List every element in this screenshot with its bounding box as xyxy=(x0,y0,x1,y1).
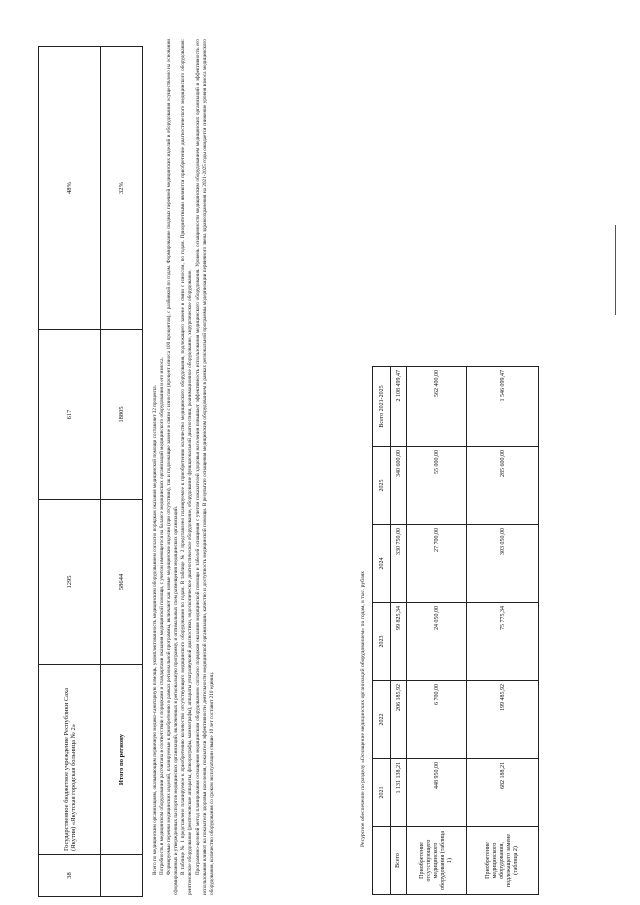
total-value-1: 58644 xyxy=(101,500,143,665)
table-cell: 75 775,34 xyxy=(467,603,539,681)
header-cell: 2025 xyxy=(373,447,391,525)
row-label: Приобретение отсутствующего медицинского оборудования (таблица 1) xyxy=(407,827,467,895)
table-caption: Ресурсное обеспечение по разделу «Оснащение медицинских организаций оборудованием» по годам, в тыс. рублях xyxy=(360,571,366,847)
body-text xyxy=(152,39,216,895)
table-cell: 448 950,00 xyxy=(407,759,467,827)
table-cell: 55 000,00 xyxy=(407,447,467,525)
medical-organizations-table xyxy=(38,46,143,897)
divider-line xyxy=(615,225,616,315)
row-label: Приобретение медицинского оборудования, подлежащего замене (таблица 2) xyxy=(467,827,539,895)
header-cell: 2022 xyxy=(373,681,391,759)
table-cell: 285 600,00 xyxy=(467,447,539,525)
header-cell: Всего 2021-2025 xyxy=(373,367,391,447)
row-value-2: 617 xyxy=(39,330,101,500)
resource-table xyxy=(372,366,539,895)
table-cell: 303 050,00 xyxy=(467,525,539,603)
table-cell: 1 546 099,47 xyxy=(467,367,539,447)
table-cell: 330 750,00 xyxy=(391,525,407,603)
institution-name: Государственное бюджетное учреждение Республики Саха (Якутия) «Якутская городская больница № 2» xyxy=(39,665,101,855)
total-label: Итого по региону xyxy=(101,665,143,855)
total-row xyxy=(101,47,143,897)
empty-cell xyxy=(101,855,143,897)
row-number: 38 xyxy=(39,855,101,897)
paragraph: В таблице № 1 представлено планируемое к приобретению количество отсутствующего медицинского оборудования по годам. В таблице № 2 представлено планируемое к приобретению количество медицинского оборудования, подлежащего замене в связи с износом, по годам. Приоритетными являются приобретение диагностического медицинского оборудования: рентгеновское оборудование (рентгеновские аппараты, флюорографы, маммографы), аппараты ультразвуковой диагностики, эндоскопическое диагностическое оборудование, оборудование функциональной диагностики, реанимационное оборудование, хирургическое оборудование. xyxy=(180,39,194,895)
paragraph: Программно-целевой метод планирования оснащения медицинским оборудованием согласно порядкам оказания медицинской помощи и табелей оснащения с учетом показателей здоровья населения повышает эффективность использования медицинского оборудования. Уровень оснащенности медицинским оборудованием медицинских организаций и эффективность его использования влияют на показатели здоровья населения, показатели эффективности деятельности медицинской организации, качество и доступность медицинской помощи. В результате оснащения медицинским оборудованием в рамках региональной программы модернизации первичного звена здравоохранения на 2021-2025 годы ожидается снижение уровня износа медицинского оборудования, количество оборудования со сроком эксплуатации свыше 10 лет составит 210 единиц. xyxy=(194,39,215,895)
header-cell: 2023 xyxy=(373,603,391,681)
table-cell: 6 700,00 xyxy=(407,681,467,759)
table-row xyxy=(39,47,101,897)
total-value-2: 18805 xyxy=(101,330,143,500)
table-row xyxy=(407,367,467,895)
header-cell xyxy=(373,827,391,895)
table-cell: 340 600,00 xyxy=(391,447,407,525)
table-cell: 24 050,00 xyxy=(407,603,467,681)
table-cell: 99 825,34 xyxy=(391,603,407,681)
table-row xyxy=(391,367,407,895)
table-cell: 206 185,92 xyxy=(391,681,407,759)
table-row xyxy=(467,367,539,895)
total-percent: 32% xyxy=(101,47,143,330)
row-percent: 48% xyxy=(39,47,101,330)
table-cell: 1 131 138,21 xyxy=(391,759,407,827)
paragraph: Всего по медицинским организациям, оказывающим первичную медико-санитарную помощь, укомплектованность медицинским оборудованием согласно порядкам оказания медицинской помощи составляет 32 процента. xyxy=(152,384,158,875)
header-cell: 2024 xyxy=(373,525,391,603)
header-cell: 2021 xyxy=(373,759,391,827)
header-row xyxy=(373,367,391,895)
table-cell: 682 188,21 xyxy=(467,759,539,827)
row-value-1: 1295 xyxy=(39,500,101,665)
paragraph: Формируемые перечни медицинских изделий, планируемые к приобретению в рамках региональной программы, включают как новые медицинские изделия (при отсутствии), так и подлежащие замене в связи с износом (процент износа 100 процентов), с разбивкой по годам. Формирование сводных перечней медицинских изделий и оборудования осуществлено на основании сформированных и утвержденных паспортов медицинских организаций, включенных в региональную программу, и оптимальных схем размещения медицинских организаций. xyxy=(166,39,180,895)
table-cell: 27 700,00 xyxy=(407,525,467,603)
row-label: Всего xyxy=(391,827,407,895)
paragraph: Потребность в медицинском оборудовании рассчитана в соответствии с порядками и стандартами оказания медицинской помощи, с учетом имеющегося на балансе медицинских организаций медицинского оборудования и его износа. xyxy=(159,357,166,875)
table-cell: 2 108 499,47 xyxy=(391,367,407,447)
table-cell: 199 485,92 xyxy=(467,681,539,759)
table-cell: 562 400,00 xyxy=(407,367,467,447)
